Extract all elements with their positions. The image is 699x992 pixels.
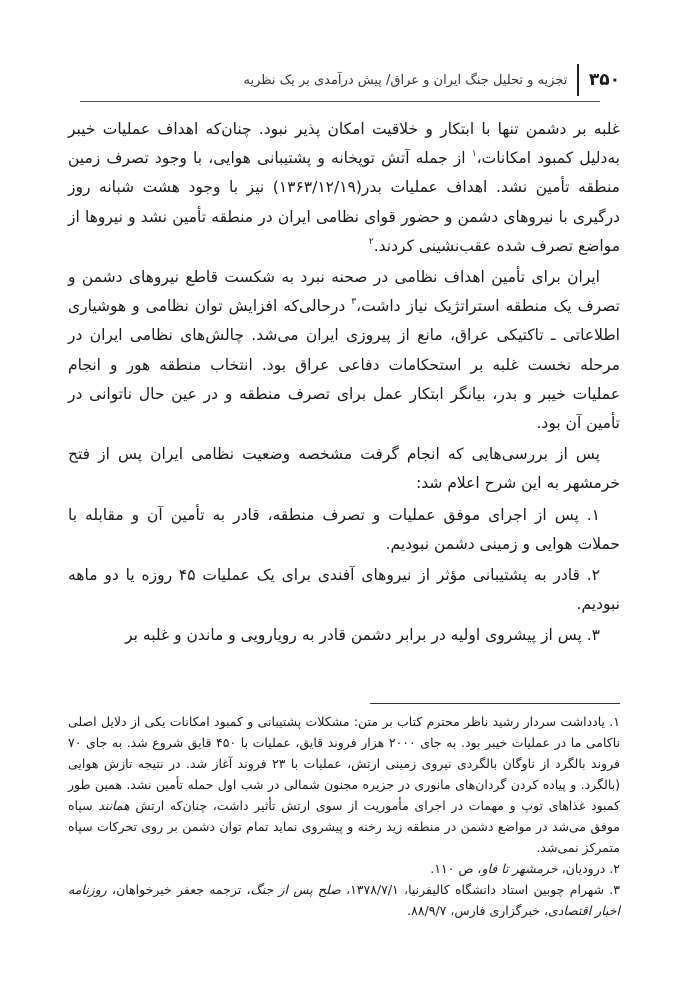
paragraph-3: پس از بررسی‌هایی که انجام گرفت مشخصه وضعیت نظامی ایران پس از فتح خرمشهر به این شرح اعلام شد: (68, 445, 620, 493)
running-header (80, 64, 620, 96)
page-number: ۳۵۰ (588, 70, 620, 90)
footnote-2: ۲. درودیان، خرمشهر تا فاو، ص ۱۱۰. (430, 861, 620, 876)
paragraph-2: ایران برای تأمین اهداف نظامی در صحنه نبرد به شکست قاطع نیروهای دشمن و تصرف یک منطقه استراتژیک نیاز داشت،$^۳$ درحالی‌که افزایش توان نظامی و هوشیاری اطلاعاتی ـ تاکتیکی عراق، مانع از پیروزی ایران می‌شد. چالش‌های نظامی ایران در مرحله نخست غلبه بر استحکامات دفاعی عراق بود. انتخاب منطقه هور و انجام عملیات خیبر و بدر، بیانگر ابتکار عمل برای تصرف منطقه و در عین حال ناتوانی در تأمین آن بود. (68, 268, 620, 433)
footnotes (68, 711, 620, 921)
footnote-ref-3[interactable]: ۳ (351, 297, 357, 308)
footnote-1: ۱. یادداشت سردار رشید ناظر محترم کتاب بر متن: مشکلات پشتیبانی و کمبود امکانات یکی از دلایل اصلی ناکامی ما در عملیات خیبر بود. به جای ۲۰۰۰ هزار فروند قایق، عملیات با ۴۵۰ قایق شروع شد. به جای ۷۰ فروند بالگرد از ناوگان بالگردی نیروی زمینی ارتش، عملیات با ۲۳ فروند آغاز شد. در نتیجه تازش هوایی (بالگرد. و پیاده کردن گردان‌های مانوری در جزیره مجنون شمالی در شب اول حمله تأمین نشد. همین طور کمبود غذاهای توپ و مهمات در اجرای مأموریت از سوی ارتش تأثیر داشت، چنان‌که ارتش همانند سپاه موفق می‌شد در مواضع دشمن در منطقه زید رخنه و پیشروی نماید تمام توان دشمن بر روی تحرکات سپاه متمرکز نمی‌شد. (68, 714, 621, 855)
list-item-2: ۲. قادر به پشتیبانی مؤثر از نیروهای آفندی برای یک عملیات ۴۵ روزه یا دو ماهه نبودیم. (68, 566, 620, 614)
header-rule (80, 101, 600, 102)
header-separator (577, 64, 579, 96)
main-text (68, 115, 620, 651)
list-item-1: ۱. پس از اجرای موفق عملیات و تصرف منطقه، قادر به تأمین آن و مقابله با حملات هوایی و زمینی دشمن نبودیم. (68, 505, 620, 553)
footnote-3: ۳. شهرام چوبین استاد دانشگاه کالیفرنیا، ۱۳۷۸/۷/۱، صلح پس از جنگ، ترجمه جعفر خیرخواهان، روزنامه اخبار اقتصادی، خبرگزاری فارس، ۸۸/۹/۷. (68, 882, 620, 918)
paragraph-1: غلبه بر دشمن تنها با ابتکار و خلاقیت امکان پذیر نبود. چنان‌که اهداف عملیات خیبر به‌دلیل کمبود امکانات،$^۱$ از جمله آتش توپخانه و پشتیبانی هوایی، با وجود تصرف زمین منطقه تأمین نشد. اهداف عملیات بدر(۱۳۶۳/۱۲/۱۹) نیز با وجود هشت شبانه روز درگیری با نیروهای دشمن و حضور قوای نظامی ایران در منطقه تأمین نشد و نیروها از مواضع تصرف شده عقب‌نشینی کردند.$^۲$ (68, 120, 620, 255)
footnote-ref-2[interactable]: ۲ (368, 236, 374, 247)
running-title: تجزیه و تحلیل جنگ ایران و عراق/ پیش درآمدی بر یک نظریه (243, 72, 568, 88)
list-item-3: ۳. پس از پیشروی اولیه در برابر دشمن قادر به رویارویی و ماندن و غلبه بر (125, 626, 600, 645)
footnote-rule (370, 703, 620, 704)
footnote-ref-1[interactable]: ۱ (471, 149, 477, 160)
